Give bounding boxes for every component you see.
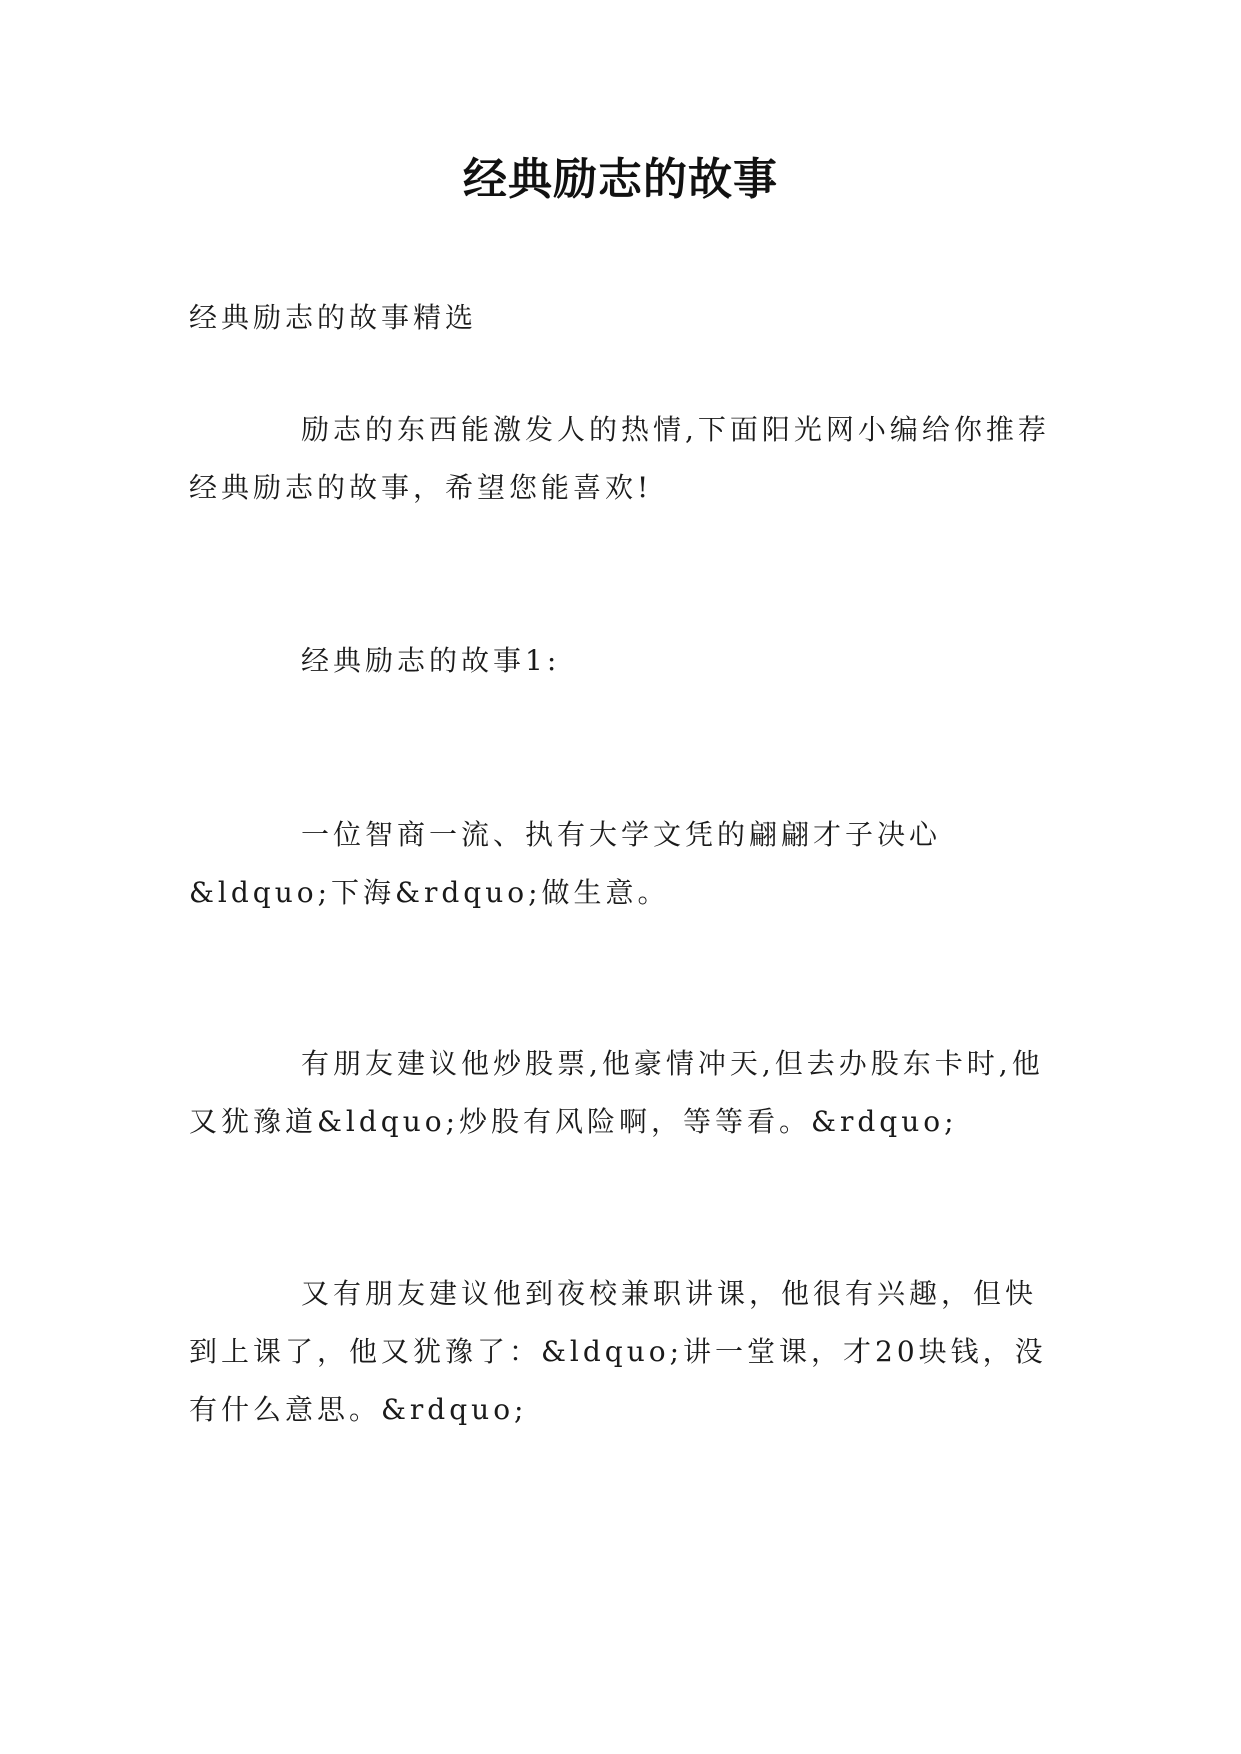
story-paragraph: 一位智商一流、执有大学文凭的翩翩才子决心&ldquo;下海&rdquo;做生意。 [189,818,942,909]
document-title: 经典励志的故事 [463,154,778,205]
story-heading: 经典励志的故事1: [301,644,561,677]
intro-paragraph: 励志的东西能激发人的热情,下面阳光网小编给你推荐经典励志的故事，希望您能喜欢! [189,413,1050,504]
document-subtitle: 经典励志的故事精选 [189,301,478,334]
story-paragraph: 有朋友建议他炒股票,他豪情冲天,但去办股东卡时,他又犹豫道&ldquo;炒股有风险啊，等等看。&rdquo; [189,1047,1044,1138]
story-paragraph: 又有朋友建议他到夜校兼职讲课，他很有兴趣，但快到上课了，他又犹豫了：&ldquo;讲一堂课，才20块钱，没有什么意思。&rdquo; [189,1277,1047,1426]
